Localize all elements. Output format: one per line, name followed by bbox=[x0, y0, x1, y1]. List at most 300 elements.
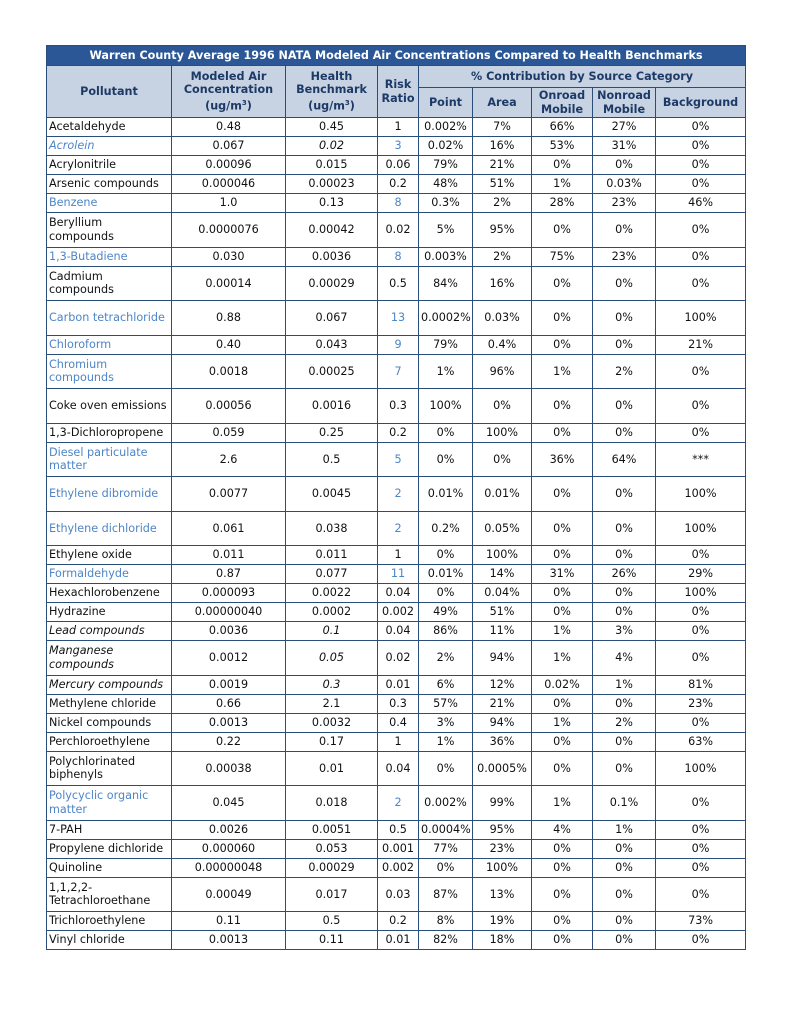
header-area: Area bbox=[473, 88, 532, 118]
point-cell: 0.02% bbox=[419, 137, 473, 156]
background-cell: 0% bbox=[656, 858, 746, 877]
nonroad-cell: 0% bbox=[593, 477, 656, 512]
pollutant-cell: 1,1,2,2-Tetrachloroethane bbox=[47, 877, 172, 912]
benchmark-cell: 0.00023 bbox=[286, 175, 378, 194]
table-row bbox=[47, 931, 746, 950]
benchmark-cell: 0.0036 bbox=[286, 247, 378, 266]
benchmark-cell: 0.043 bbox=[286, 335, 378, 354]
table-row bbox=[47, 511, 746, 546]
header-background: Background bbox=[656, 88, 746, 118]
pollutant-cell: Vinyl chloride bbox=[47, 931, 172, 950]
background-cell: 46% bbox=[656, 194, 746, 213]
header-health-benchmark: Health Benchmark $(ug/m^3)$ bbox=[286, 66, 378, 118]
point-cell: 87% bbox=[419, 877, 473, 912]
onroad-cell: 53% bbox=[532, 137, 593, 156]
point-cell: 0% bbox=[419, 584, 473, 603]
area-cell: 16% bbox=[473, 137, 532, 156]
background-cell: 0% bbox=[656, 423, 746, 442]
background-cell: 0% bbox=[656, 877, 746, 912]
table-body bbox=[47, 118, 746, 950]
table-row bbox=[47, 118, 746, 137]
area-cell: 2% bbox=[473, 247, 532, 266]
point-cell: 0.01% bbox=[419, 565, 473, 584]
point-cell: 86% bbox=[419, 622, 473, 641]
nonroad-cell: 64% bbox=[593, 442, 656, 477]
pollutant-cell: Hexachlorobenzene bbox=[47, 584, 172, 603]
area-cell: 95% bbox=[473, 213, 532, 248]
area-cell: 14% bbox=[473, 565, 532, 584]
point-cell: 0% bbox=[419, 423, 473, 442]
pollutant-cell: Arsenic compounds bbox=[47, 175, 172, 194]
area-cell: 0.05% bbox=[473, 511, 532, 546]
point-cell: 0% bbox=[419, 546, 473, 565]
table-row bbox=[47, 194, 746, 213]
table-row bbox=[47, 266, 746, 301]
risk-ratio-cell: 0.04 bbox=[378, 751, 419, 786]
pollutant-cell: Polychlorinated biphenyls bbox=[47, 751, 172, 786]
nonroad-cell: 2% bbox=[593, 713, 656, 732]
concentration-cell: 0.0013 bbox=[172, 713, 286, 732]
risk-ratio-cell: 8 bbox=[378, 194, 419, 213]
onroad-cell: 0% bbox=[532, 877, 593, 912]
background-cell: 0% bbox=[656, 713, 746, 732]
background-cell: 81% bbox=[656, 675, 746, 694]
point-cell: 0% bbox=[419, 751, 473, 786]
pollutant-cell: Polycyclic organic matter bbox=[47, 786, 172, 821]
risk-ratio-cell: 3 bbox=[378, 137, 419, 156]
pollutant-cell: Carbon tetrachloride bbox=[47, 301, 172, 336]
onroad-cell: 0% bbox=[532, 603, 593, 622]
benchmark-cell: 0.0045 bbox=[286, 477, 378, 512]
onroad-cell: 0% bbox=[532, 858, 593, 877]
background-cell: 0% bbox=[656, 786, 746, 821]
background-cell: 0% bbox=[656, 175, 746, 194]
table-row bbox=[47, 786, 746, 821]
area-cell: 11% bbox=[473, 622, 532, 641]
risk-ratio-cell: 0.02 bbox=[378, 213, 419, 248]
area-cell: 95% bbox=[473, 820, 532, 839]
nonroad-cell: 0.03% bbox=[593, 175, 656, 194]
risk-ratio-cell: 0.002 bbox=[378, 603, 419, 622]
point-cell: 0.002% bbox=[419, 786, 473, 821]
concentration-cell: 0.030 bbox=[172, 247, 286, 266]
concentration-cell: 0.00000040 bbox=[172, 603, 286, 622]
pollutant-cell: Manganese compounds bbox=[47, 641, 172, 676]
point-cell: 0.2% bbox=[419, 511, 473, 546]
nonroad-cell: 0% bbox=[593, 732, 656, 751]
header-modeled-concentration: Modeled Air Concentration $(ug/m^3)$ bbox=[172, 66, 286, 118]
pollutant-cell: Beryllium compounds bbox=[47, 213, 172, 248]
background-cell: 100% bbox=[656, 511, 746, 546]
risk-ratio-cell: 1 bbox=[378, 732, 419, 751]
table-row bbox=[47, 389, 746, 424]
pollutant-cell: Propylene dichloride bbox=[47, 839, 172, 858]
risk-ratio-cell: 2 bbox=[378, 477, 419, 512]
concentration-cell: 0.000060 bbox=[172, 839, 286, 858]
benchmark-cell: 0.05 bbox=[286, 641, 378, 676]
nonroad-cell: 2% bbox=[593, 354, 656, 389]
table-row bbox=[47, 354, 746, 389]
onroad-cell: 0% bbox=[532, 423, 593, 442]
table-row bbox=[47, 423, 746, 442]
onroad-cell: 0% bbox=[532, 389, 593, 424]
background-cell: 0% bbox=[656, 213, 746, 248]
background-cell: 100% bbox=[656, 301, 746, 336]
area-cell: 0% bbox=[473, 389, 532, 424]
header-pollutant: Pollutant bbox=[47, 66, 172, 118]
point-cell: 0.003% bbox=[419, 247, 473, 266]
benchmark-cell: 2.1 bbox=[286, 694, 378, 713]
onroad-cell: 0% bbox=[532, 584, 593, 603]
onroad-cell: 0% bbox=[532, 732, 593, 751]
point-cell: 57% bbox=[419, 694, 473, 713]
table-row bbox=[47, 839, 746, 858]
header-onroad: Onroad Mobile bbox=[532, 88, 593, 118]
onroad-cell: 0% bbox=[532, 213, 593, 248]
risk-ratio-cell: 0.2 bbox=[378, 175, 419, 194]
nonroad-cell: 0% bbox=[593, 603, 656, 622]
concentration-cell: 0.000093 bbox=[172, 584, 286, 603]
area-cell: 0.04% bbox=[473, 584, 532, 603]
table-row bbox=[47, 732, 746, 751]
risk-ratio-cell: 8 bbox=[378, 247, 419, 266]
background-cell: 21% bbox=[656, 335, 746, 354]
concentration-cell: 0.061 bbox=[172, 511, 286, 546]
onroad-cell: 1% bbox=[532, 713, 593, 732]
pollutant-cell: Mercury compounds bbox=[47, 675, 172, 694]
area-cell: 16% bbox=[473, 266, 532, 301]
table-row bbox=[47, 442, 746, 477]
area-cell: 12% bbox=[473, 675, 532, 694]
table-row bbox=[47, 156, 746, 175]
pollutant-cell: Formaldehyde bbox=[47, 565, 172, 584]
nonroad-cell: 0% bbox=[593, 751, 656, 786]
nonroad-cell: 0% bbox=[593, 335, 656, 354]
pollutant-cell: Acrylonitrile bbox=[47, 156, 172, 175]
risk-ratio-cell: 9 bbox=[378, 335, 419, 354]
point-cell: 0.0002% bbox=[419, 301, 473, 336]
area-cell: 18% bbox=[473, 931, 532, 950]
area-cell: 51% bbox=[473, 603, 532, 622]
point-cell: 3% bbox=[419, 713, 473, 732]
concentration-cell: 0.22 bbox=[172, 732, 286, 751]
nonroad-cell: 0% bbox=[593, 546, 656, 565]
nonroad-cell: 0% bbox=[593, 584, 656, 603]
onroad-cell: 1% bbox=[532, 175, 593, 194]
point-cell: 0% bbox=[419, 858, 473, 877]
pollutant-cell: Trichloroethylene bbox=[47, 912, 172, 931]
pollutant-cell: Acetaldehyde bbox=[47, 118, 172, 137]
point-cell: 100% bbox=[419, 389, 473, 424]
risk-ratio-cell: 2 bbox=[378, 511, 419, 546]
point-cell: 0.3% bbox=[419, 194, 473, 213]
table-row bbox=[47, 565, 746, 584]
nonroad-cell: 0% bbox=[593, 423, 656, 442]
risk-ratio-cell: 0.06 bbox=[378, 156, 419, 175]
header-contribution: % Contribution by Source Category bbox=[419, 66, 746, 88]
table-row bbox=[47, 247, 746, 266]
pollutant-cell: Lead compounds bbox=[47, 622, 172, 641]
point-cell: 0.0004% bbox=[419, 820, 473, 839]
concentration-cell: 0.000046 bbox=[172, 175, 286, 194]
onroad-cell: 0% bbox=[532, 546, 593, 565]
risk-ratio-cell: 1 bbox=[378, 118, 419, 137]
nonroad-cell: 1% bbox=[593, 820, 656, 839]
table-row bbox=[47, 335, 746, 354]
concentration-cell: 0.00038 bbox=[172, 751, 286, 786]
concentration-cell: 0.00049 bbox=[172, 877, 286, 912]
concentration-cell: 0.00000048 bbox=[172, 858, 286, 877]
onroad-cell: 1% bbox=[532, 641, 593, 676]
nonroad-cell: 0% bbox=[593, 912, 656, 931]
area-cell: 7% bbox=[473, 118, 532, 137]
area-cell: 2% bbox=[473, 194, 532, 213]
pollutant-cell: Ethylene oxide bbox=[47, 546, 172, 565]
table-row bbox=[47, 175, 746, 194]
background-cell: 0% bbox=[656, 622, 746, 641]
background-cell: 73% bbox=[656, 912, 746, 931]
header-nonroad: Nonroad Mobile bbox=[593, 88, 656, 118]
nonroad-cell: 0% bbox=[593, 266, 656, 301]
area-cell: 21% bbox=[473, 156, 532, 175]
onroad-cell: 0% bbox=[532, 912, 593, 931]
concentration-cell: 0.0013 bbox=[172, 931, 286, 950]
point-cell: 48% bbox=[419, 175, 473, 194]
area-cell: 100% bbox=[473, 546, 532, 565]
risk-ratio-cell: 0.3 bbox=[378, 694, 419, 713]
onroad-cell: 0% bbox=[532, 694, 593, 713]
concentration-cell: 0.067 bbox=[172, 137, 286, 156]
background-cell: 100% bbox=[656, 751, 746, 786]
benchmark-cell: 0.3 bbox=[286, 675, 378, 694]
pollutant-cell: Ethylene dichloride bbox=[47, 511, 172, 546]
area-cell: 36% bbox=[473, 732, 532, 751]
benchmark-cell: 0.13 bbox=[286, 194, 378, 213]
onroad-cell: 1% bbox=[532, 786, 593, 821]
benchmark-cell: 0.45 bbox=[286, 118, 378, 137]
point-cell: 79% bbox=[419, 156, 473, 175]
benchmark-cell: 0.011 bbox=[286, 546, 378, 565]
nonroad-cell: 0% bbox=[593, 858, 656, 877]
table-row bbox=[47, 477, 746, 512]
point-cell: 2% bbox=[419, 641, 473, 676]
benchmark-cell: 0.00029 bbox=[286, 858, 378, 877]
risk-ratio-cell: 13 bbox=[378, 301, 419, 336]
benchmark-cell: 0.018 bbox=[286, 786, 378, 821]
table-row bbox=[47, 546, 746, 565]
benchmark-cell: 0.0032 bbox=[286, 713, 378, 732]
table-row bbox=[47, 137, 746, 156]
benchmark-cell: 0.02 bbox=[286, 137, 378, 156]
area-cell: 23% bbox=[473, 839, 532, 858]
point-cell: 0.002% bbox=[419, 118, 473, 137]
onroad-cell: 66% bbox=[532, 118, 593, 137]
benchmark-cell: 0.1 bbox=[286, 622, 378, 641]
risk-ratio-cell: 0.04 bbox=[378, 622, 419, 641]
onroad-cell: 0.02% bbox=[532, 675, 593, 694]
table-row bbox=[47, 213, 746, 248]
table-row bbox=[47, 675, 746, 694]
nonroad-cell: 0.1% bbox=[593, 786, 656, 821]
risk-ratio-cell: 1 bbox=[378, 546, 419, 565]
area-cell: 0.03% bbox=[473, 301, 532, 336]
point-cell: 0% bbox=[419, 442, 473, 477]
pollutant-cell: Acrolein bbox=[47, 137, 172, 156]
pollutant-cell: Nickel compounds bbox=[47, 713, 172, 732]
pollutant-cell: Hydrazine bbox=[47, 603, 172, 622]
benchmark-cell: 0.0051 bbox=[286, 820, 378, 839]
point-cell: 82% bbox=[419, 931, 473, 950]
area-cell: 51% bbox=[473, 175, 532, 194]
area-cell: 99% bbox=[473, 786, 532, 821]
nonroad-cell: 0% bbox=[593, 694, 656, 713]
point-cell: 8% bbox=[419, 912, 473, 931]
nonroad-cell: 27% bbox=[593, 118, 656, 137]
nonroad-cell: 0% bbox=[593, 156, 656, 175]
pollutant-cell: Quinoline bbox=[47, 858, 172, 877]
concentration-cell: 0.48 bbox=[172, 118, 286, 137]
table-row bbox=[47, 820, 746, 839]
nonroad-cell: 23% bbox=[593, 194, 656, 213]
risk-ratio-cell: 0.04 bbox=[378, 584, 419, 603]
onroad-cell: 0% bbox=[532, 751, 593, 786]
background-cell: 63% bbox=[656, 732, 746, 751]
onroad-cell: 4% bbox=[532, 820, 593, 839]
background-cell: 23% bbox=[656, 694, 746, 713]
point-cell: 1% bbox=[419, 732, 473, 751]
table-row bbox=[47, 694, 746, 713]
risk-ratio-cell: 0.01 bbox=[378, 931, 419, 950]
table-row bbox=[47, 584, 746, 603]
concentration-cell: 0.00056 bbox=[172, 389, 286, 424]
pollutant-cell: 7-PAH bbox=[47, 820, 172, 839]
concentration-cell: 0.11 bbox=[172, 912, 286, 931]
area-cell: 0.01% bbox=[473, 477, 532, 512]
benchmark-cell: 0.00029 bbox=[286, 266, 378, 301]
area-cell: 0.0005% bbox=[473, 751, 532, 786]
risk-ratio-cell: 2 bbox=[378, 786, 419, 821]
concentration-cell: 0.0036 bbox=[172, 622, 286, 641]
benchmark-cell: 0.038 bbox=[286, 511, 378, 546]
benchmark-cell: 0.077 bbox=[286, 565, 378, 584]
concentration-cell: 0.00096 bbox=[172, 156, 286, 175]
risk-ratio-cell: 0.3 bbox=[378, 389, 419, 424]
benchmark-cell: 0.11 bbox=[286, 931, 378, 950]
point-cell: 84% bbox=[419, 266, 473, 301]
nonroad-cell: 1% bbox=[593, 675, 656, 694]
onroad-cell: 75% bbox=[532, 247, 593, 266]
concentration-cell: 0.88 bbox=[172, 301, 286, 336]
concentration-cell: 0.00014 bbox=[172, 266, 286, 301]
pollutant-cell: Cadmium compounds bbox=[47, 266, 172, 301]
onroad-cell: 0% bbox=[532, 931, 593, 950]
onroad-cell: 1% bbox=[532, 354, 593, 389]
risk-ratio-cell: 7 bbox=[378, 354, 419, 389]
risk-ratio-cell: 0.5 bbox=[378, 820, 419, 839]
risk-ratio-cell: 0.5 bbox=[378, 266, 419, 301]
pollutant-cell: Benzene bbox=[47, 194, 172, 213]
benchmark-cell: 0.0022 bbox=[286, 584, 378, 603]
background-cell: 0% bbox=[656, 156, 746, 175]
table-row bbox=[47, 713, 746, 732]
table-title: Warren County Average 1996 NATA Modeled Air Concentrations Compared to Health Benchmarks bbox=[47, 46, 746, 66]
point-cell: 79% bbox=[419, 335, 473, 354]
background-cell: 0% bbox=[656, 546, 746, 565]
benchmark-cell: 0.01 bbox=[286, 751, 378, 786]
concentration-cell: 0.87 bbox=[172, 565, 286, 584]
pollutant-cell: Chromium compounds bbox=[47, 354, 172, 389]
nonroad-cell: 23% bbox=[593, 247, 656, 266]
benchmark-cell: 0.17 bbox=[286, 732, 378, 751]
benchmark-cell: 0.067 bbox=[286, 301, 378, 336]
background-cell: 0% bbox=[656, 603, 746, 622]
header-risk-ratio: Risk Ratio bbox=[378, 66, 419, 118]
benchmark-cell: 0.5 bbox=[286, 912, 378, 931]
concentration-cell: 0.0026 bbox=[172, 820, 286, 839]
table-row bbox=[47, 877, 746, 912]
point-cell: 5% bbox=[419, 213, 473, 248]
area-cell: 19% bbox=[473, 912, 532, 931]
risk-ratio-cell: 0.03 bbox=[378, 877, 419, 912]
nonroad-cell: 0% bbox=[593, 213, 656, 248]
header-point: Point bbox=[419, 88, 473, 118]
point-cell: 6% bbox=[419, 675, 473, 694]
background-cell: 0% bbox=[656, 641, 746, 676]
table-row bbox=[47, 301, 746, 336]
nonroad-cell: 4% bbox=[593, 641, 656, 676]
concentration-cell: 0.40 bbox=[172, 335, 286, 354]
risk-ratio-cell: 0.002 bbox=[378, 858, 419, 877]
table-row bbox=[47, 603, 746, 622]
benchmark-cell: 0.015 bbox=[286, 156, 378, 175]
nonroad-cell: 26% bbox=[593, 565, 656, 584]
concentration-cell: 0.66 bbox=[172, 694, 286, 713]
risk-ratio-cell: 0.001 bbox=[378, 839, 419, 858]
concentration-cell: 0.0019 bbox=[172, 675, 286, 694]
onroad-cell: 0% bbox=[532, 156, 593, 175]
nonroad-cell: 0% bbox=[593, 931, 656, 950]
background-cell: 0% bbox=[656, 820, 746, 839]
point-cell: 77% bbox=[419, 839, 473, 858]
risk-ratio-cell: 0.2 bbox=[378, 423, 419, 442]
nonroad-cell: 0% bbox=[593, 839, 656, 858]
onroad-cell: 0% bbox=[532, 266, 593, 301]
concentration-cell: 0.0077 bbox=[172, 477, 286, 512]
pollutant-cell: Coke oven emissions bbox=[47, 389, 172, 424]
risk-ratio-cell: 0.02 bbox=[378, 641, 419, 676]
background-cell: 100% bbox=[656, 584, 746, 603]
onroad-cell: 0% bbox=[532, 301, 593, 336]
area-cell: 0.4% bbox=[473, 335, 532, 354]
concentration-cell: 0.0000076 bbox=[172, 213, 286, 248]
pollutant-cell: 1,3-Dichloropropene bbox=[47, 423, 172, 442]
concentration-cell: 0.045 bbox=[172, 786, 286, 821]
area-cell: 96% bbox=[473, 354, 532, 389]
nonroad-cell: 0% bbox=[593, 389, 656, 424]
background-cell: 0% bbox=[656, 354, 746, 389]
onroad-cell: 0% bbox=[532, 839, 593, 858]
pollutant-cell: Chloroform bbox=[47, 335, 172, 354]
risk-ratio-cell: 11 bbox=[378, 565, 419, 584]
background-cell: 100% bbox=[656, 477, 746, 512]
point-cell: 1% bbox=[419, 354, 473, 389]
area-cell: 100% bbox=[473, 858, 532, 877]
point-cell: 0.01% bbox=[419, 477, 473, 512]
background-cell: 0% bbox=[656, 118, 746, 137]
onroad-cell: 0% bbox=[532, 511, 593, 546]
risk-ratio-cell: 0.4 bbox=[378, 713, 419, 732]
concentration-cell: 0.0012 bbox=[172, 641, 286, 676]
